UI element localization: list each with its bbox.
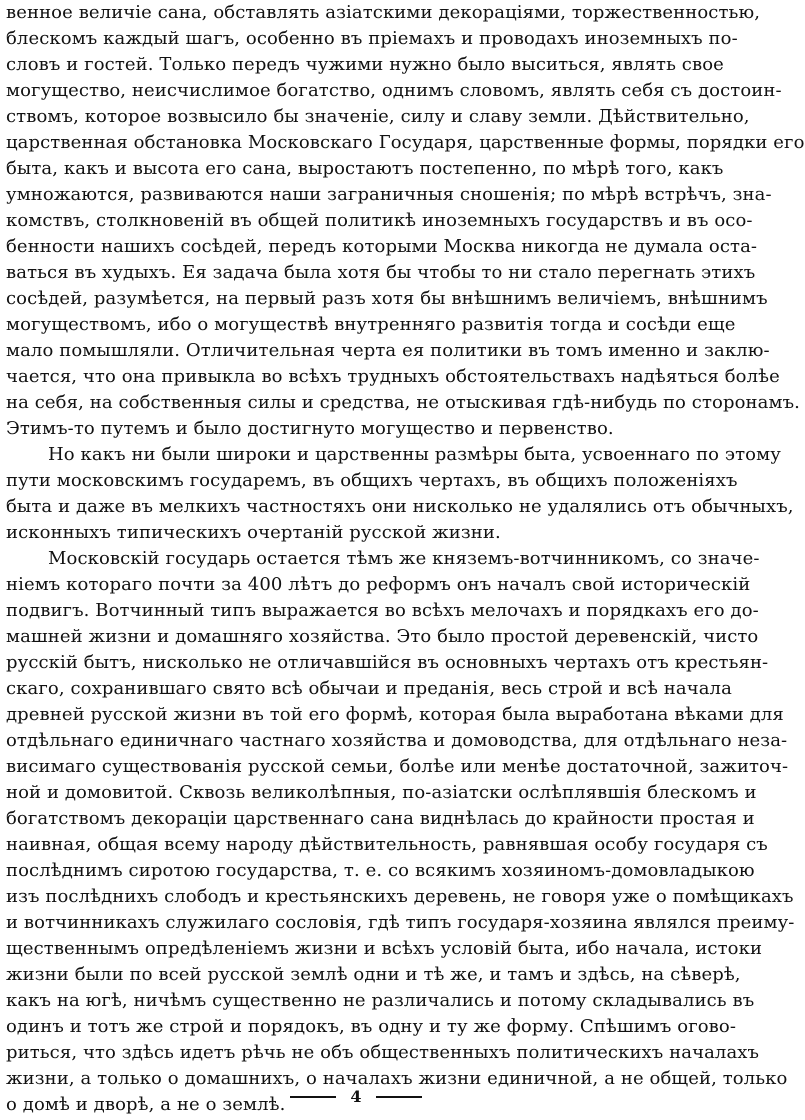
text-line: скаго, сохранившаго свято всѣ обычаи и преданія, весь строй и всѣ начала: [6, 678, 732, 699]
text-line: щественнымъ опредѣленіемъ жизни и всѣхъ условій быта, ибо начала, истоки: [6, 938, 763, 959]
text-line: Московскій государь остается тѣмъ же княземъ-вотчинникомъ, со значе-: [48, 548, 760, 569]
text-line: наивная, общая всему народу дѣйствительность, равнявшая особу государя съ: [6, 834, 768, 855]
text-line: русскій бытъ, нисколько не отличавшійся въ основныхъ чертахъ отъ крестьян-: [6, 652, 769, 673]
text-line: жизни были по всей русской землѣ одни и тѣ же, и тамъ и здѣсь, на сѣверѣ,: [6, 964, 741, 985]
text-line: блескомъ каждый шагъ, особенно въ пріемахъ и проводахъ иноземныхъ по-: [6, 28, 738, 49]
text-line: венное величіе сана, обставлять азіатскими декораціями, торжественностью,: [6, 2, 761, 23]
paragraph: [6, 442, 794, 546]
text-line: могущество, неисчислимое богатство, однимъ словомъ, являть себя съ достоин-: [6, 80, 782, 101]
text-line: царственная обстановка Московскаго Государя, царственные формы, порядки его: [6, 132, 805, 153]
text-line: словъ и гостей. Только передъ чужими нужно было выситься, являть свое: [6, 54, 724, 75]
text-line: ніемъ котораго почти за 400 лѣтъ до реформъ онъ началъ свой историческій: [6, 574, 751, 595]
text-line: подвигъ. Вотчинный типъ выражается во всѣхъ мелочахъ и порядкахъ его до-: [6, 600, 759, 621]
text-line: комствъ, столкновеній въ общей политикѣ иноземныхъ государствъ и въ осо-: [6, 210, 753, 231]
text-line: риться, что здѣсь идетъ рѣчь не объ общественныхъ политическихъ началахъ: [6, 1042, 760, 1063]
text-line: мало помышляли. Отличительная черта ея политики въ томъ именно и заклю-: [6, 340, 770, 361]
text-line: какъ на югѣ, ничѣмъ существенно не различались и потому складывались въ: [6, 990, 755, 1011]
page-number: 4: [350, 1087, 362, 1106]
text-line: отдѣльнаго единичнаго частнаго хозяйства и домоводства, для отдѣльнаго неза-: [6, 730, 788, 751]
text-line: чается, что она привыкла во всѣхъ трудныхъ обстоятельствахъ надѣяться болѣе: [6, 366, 780, 387]
text-line: Этимъ-то путемъ и было достигнуто могущество и первенство.: [6, 418, 614, 439]
text-line: могуществомъ, ибо о могуществѣ внутренняго развитія тогда и сосѣди еще: [6, 314, 736, 335]
text-line: ной и домовитой. Сквозь великолѣпныя, по-азіатски ослѣплявшія блескомъ и: [6, 782, 757, 803]
text-line: пути московскимъ государемъ, въ общихъ чертахъ, въ общихъ положеніяхъ: [6, 470, 738, 491]
footer-rule-right: [376, 1096, 422, 1098]
text-line: богатствомъ декораціи царственнаго сана виднѣлась до крайности простая и: [6, 808, 755, 829]
text-line: бенности нашихъ сосѣдей, передъ которыми Москва никогда не думала оста-: [6, 236, 758, 257]
text-line: ствомъ, которое возвысило бы значеніе, силу и славу земли. Дѣйствительно,: [6, 106, 750, 127]
body-text: [6, 0, 805, 1118]
text-line: Но какъ ни были широки и царственны размѣры быта, усвоеннаго по этому: [48, 444, 781, 465]
text-line: и вотчинникахъ служилаго сословія, гдѣ типъ государя-хозяина являлся преиму-: [6, 912, 795, 933]
text-line: жизни, а только о домашнихъ, о началахъ жизни единичной, а не общей, только: [6, 1068, 788, 1089]
text-line: о домѣ и дворѣ, а не о землѣ.: [6, 1094, 286, 1115]
paragraph: [6, 546, 795, 1118]
text-line: исконныхъ типическихъ очертаній русской жизни.: [6, 522, 501, 543]
text-line: послѣднимъ сиротою государства, т. е. со всякимъ хозяиномъ-домовладыкою: [6, 860, 755, 881]
text-line: висимаго существованія русской семьи, болѣе или менѣе достаточной, зажиточ-: [6, 756, 789, 777]
text-line: ваться въ худыхъ. Ея задача была хотя бы чтобы то ни стало перегнать этихъ: [6, 262, 756, 283]
text-line: изъ послѣднихъ слободъ и крестьянскихъ деревень, не говоря уже о помѣщикахъ: [6, 886, 794, 907]
text-line: умножаются, развиваются наши заграничныя сношенія; по мѣрѣ встрѣчъ, зна-: [6, 184, 772, 205]
text-line: на себя, на собственныя силы и средства, не отыскивая гдѣ-нибудь по сторонамъ.: [6, 392, 800, 413]
footer-rule-left: [290, 1096, 336, 1098]
text-line: быта и даже въ мелкихъ частностяхъ они нисколько не удалялись отъ обычныхъ,: [6, 496, 794, 517]
page-footer: [0, 1085, 712, 1109]
text-line: быта, какъ и высота его сана, выростаютъ постепенно, по мѣрѣ того, какъ: [6, 158, 724, 179]
text-line: сосѣдей, разумѣется, на первый разъ хотя бы внѣшнимъ величіемъ, внѣшнимъ: [6, 288, 768, 309]
paragraph: [6, 0, 805, 442]
text-line: древней русской жизни въ той его формѣ, которая была выработана вѣками для: [6, 704, 784, 725]
text-line: одинъ и тотъ же строй и порядокъ, въ одну и ту же форму. Спѣшимъ оговo-: [6, 1016, 737, 1037]
text-line: машней жизни и домашняго хозяйства. Это было простой деревенскій, чисто: [6, 626, 759, 647]
